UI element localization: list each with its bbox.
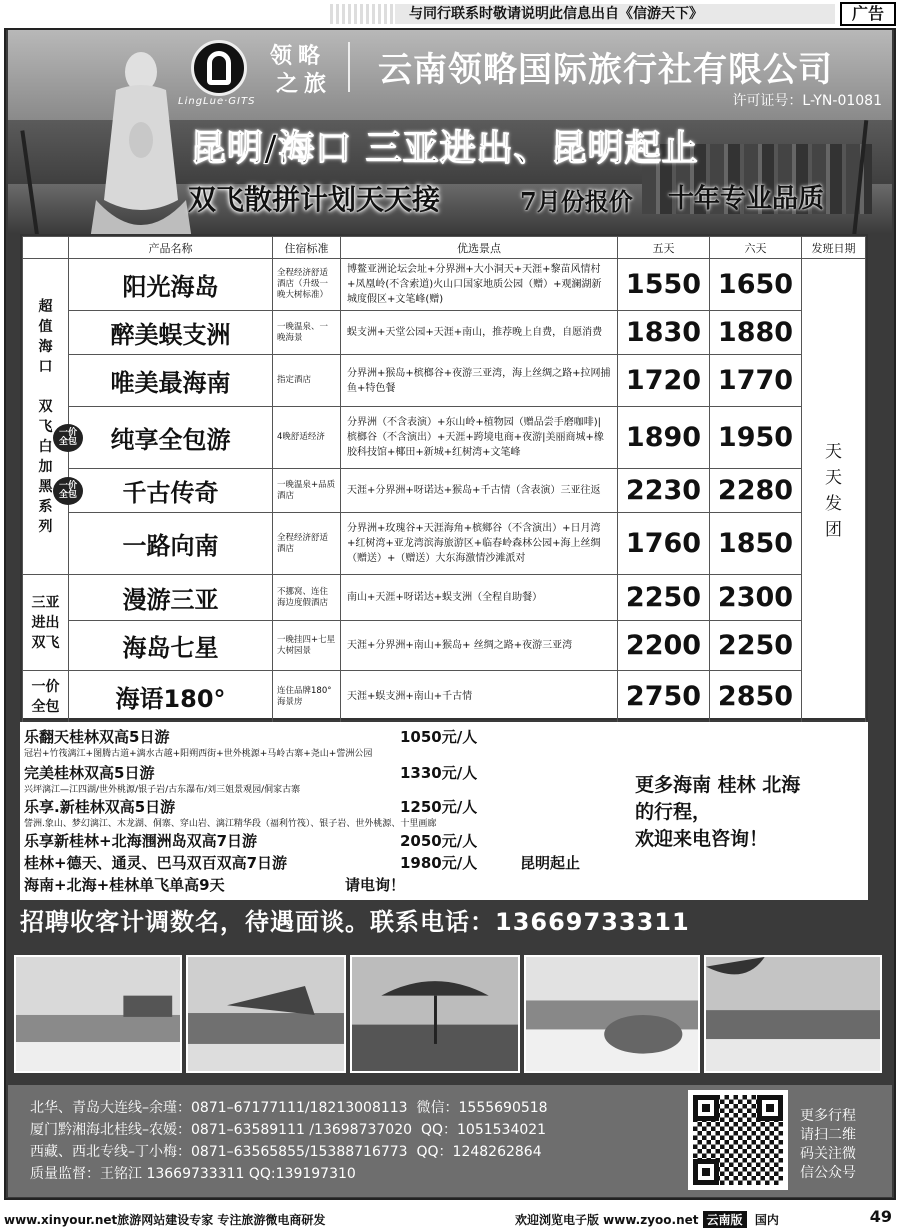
table-row: [23, 355, 866, 407]
tour-extra: 昆明起止: [520, 854, 581, 872]
beach-photo-2: [186, 955, 346, 1073]
contact-line: 北华、青岛大连线–余瑾：0871–67177111/18213008113 微信：1555690518: [30, 1100, 548, 1116]
tour-title: 乐享新桂林+北海涠洲岛双高7日游: [24, 832, 258, 850]
beach-photo-4: [524, 955, 700, 1073]
tour-title: 乐享.新桂林双高5日游: [24, 798, 176, 816]
spots: 南山+天涯+呀诺达+蜈支洲（全程自助餐）: [341, 575, 618, 621]
price-five-day: 2200: [618, 621, 710, 671]
hotel-standard: 全程经济舒适酒店: [273, 513, 341, 575]
header-cat: [23, 237, 69, 259]
hotel-standard: 4晚舒适经济: [273, 407, 341, 469]
tour-price: 2050元/人: [400, 832, 478, 850]
spots: 博鳌亚洲论坛会址+分界洲+大小洞天+天涯+黎苗风情村+凤凰岭(不含索道)火山口国家地质公园（赠）+观澜湖新城度假区+文笔峰(赠): [341, 259, 618, 311]
price-five-day: 2250: [618, 575, 710, 621]
logo-chinese: 领略 之旅: [270, 43, 333, 97]
headline: 昆明/海口 三亚进出、昆明起止: [190, 128, 699, 169]
all-inclusive-badge: 一价 全包: [53, 424, 83, 452]
tour-title: 桂林+德天、通灵、巴马双百双高7日游: [24, 854, 288, 872]
header-hotel: 住宿标准: [273, 237, 341, 259]
departure-schedule: 天 天 发 团: [802, 259, 866, 723]
page-footer: [0, 1205, 900, 1230]
logo-english: LingLue·GITS: [178, 96, 256, 107]
tour-detail: 兴坪漓江—江四湖/世外桃源/银子岩/古东瀑布/刘三姐景观园/侗家古寨: [24, 785, 301, 795]
hotel-standard: 指定酒店: [273, 355, 341, 407]
table-row: [23, 575, 866, 621]
product-name: 海岛七星: [69, 621, 273, 671]
hotel-standard: 一晚挂四+七星大树园景: [273, 621, 341, 671]
tour-title: 海南+北海+桂林单飞单高9天: [24, 876, 225, 894]
table-row: [23, 513, 866, 575]
header-banner: [8, 30, 892, 234]
contact-panel: [8, 1085, 892, 1197]
hotel-standard: 全程经济舒适酒店（升级一晚大树标准）: [273, 259, 341, 311]
price-six-day: 2300: [710, 575, 802, 621]
hotel-standard: 一晚温泉+品质酒店: [273, 469, 341, 513]
hotel-standard: 连住品牌180°海景房: [273, 671, 341, 723]
beach-photo-5: [704, 955, 882, 1073]
guilin-section: [20, 722, 868, 900]
price-six-day: 2850: [710, 671, 802, 723]
contact-line: 西藏、西北专线–丁小梅：0871–63565855/15388716773 QQ：1248262864: [30, 1144, 542, 1160]
category-label-haikou: 超 值 海 口 双 飞 白 加 黑 系 列: [23, 259, 69, 575]
price-six-day: 1950: [710, 407, 802, 469]
header-departure: 发班日期: [802, 237, 866, 259]
tour-price: 1330元/人: [400, 764, 478, 782]
footer-left: www.xinyour.net旅游网站建设专家 专注旅游微电商研发: [4, 1213, 326, 1227]
price-six-day: 1770: [710, 355, 802, 407]
price-five-day: 1830: [618, 311, 710, 355]
slogan: 十年专业品质: [668, 184, 825, 214]
ad-label: 广告: [840, 2, 896, 26]
edition-tag: 云南版: [703, 1211, 747, 1228]
section-label: 国内: [754, 1213, 779, 1227]
footer-right: 欢迎浏览电子版 www.zyoo.net 云南版 国内: [515, 1213, 779, 1227]
header-six-days: 六天: [710, 237, 802, 259]
header-name: 产品名称: [69, 237, 273, 259]
beach-photo-3: [350, 955, 520, 1073]
product-name: 纯享全包游: [110, 426, 231, 454]
table-row: [23, 311, 866, 355]
subheadline: 双飞散拼计划天天接: [188, 183, 441, 216]
table-row: [23, 671, 866, 723]
guanyin-statue-image: [86, 50, 196, 234]
price-six-day: 1850: [710, 513, 802, 575]
tour-price: 请电询！: [345, 876, 406, 894]
price-five-day: 1550: [618, 259, 710, 311]
table-row: [23, 621, 866, 671]
spots: 分界洲+猴岛+槟榔谷+夜游三亚湾，海上丝绸之路+拉网捕鱼+特色餐: [341, 355, 618, 407]
product-name: 醉美蜈支洲: [69, 311, 273, 355]
product-name-cell: [58, 469, 273, 513]
contact-line: 厦门黔湘海北桂线–农媛：0871–63589111 /13698737020 QQ：1051534021: [30, 1122, 547, 1138]
table-row: [23, 469, 866, 513]
quality-supervision: 质量监督：王铭江 13669733311 QQ:139197310: [30, 1166, 356, 1182]
top-notice-bar: [0, 0, 900, 28]
spots: 天涯+分界洲+南山+猴岛+ 丝绸之路+夜游三亚湾: [341, 621, 618, 671]
spots: 蜈支洲+天堂公园+天涯+南山，推荐晚上自费，自愿消费: [341, 311, 618, 355]
month-quote: 7月份报价: [520, 187, 633, 216]
tour-title: 完美桂林双高5日游: [24, 764, 155, 782]
price-five-day: 1890: [618, 407, 710, 469]
logo-divider: [348, 42, 350, 92]
product-name: 海语180°: [69, 671, 273, 723]
hotel-standard: 不挪窝、连住海边度假酒店: [273, 575, 341, 621]
table-header-row: [23, 237, 866, 259]
tour-detail: 訾洲.象山、梦幻漓江、木龙湖、侗寨、穿山岩、漓江精华段（福利竹筏）、银子岩、世外桃源、十里画廊: [24, 819, 437, 829]
tour-title: 乐翻天桂林双高5日游: [24, 728, 170, 746]
product-name-cell: [58, 407, 273, 469]
price-six-day: 2250: [710, 621, 802, 671]
all-inclusive-badge: 一价 全包: [53, 477, 83, 505]
tour-detail: 冠岩+竹筏漓江+图腾古道+漓水古越+阳朔西街+世外桃源+马岭古寨+尧山+訾洲公园: [24, 749, 373, 759]
price-six-day: 2280: [710, 469, 802, 513]
price-table: [20, 234, 868, 720]
price-six-day: 1650: [710, 259, 802, 311]
header-five-days: 五天: [618, 237, 710, 259]
qr-caption: 更多行程 请扫二维 码关注微 信公众号: [800, 1108, 856, 1181]
product-name: 唯美最海南: [69, 355, 273, 407]
product-name: 阳光海岛: [69, 259, 273, 311]
license-number: 许可证号：L-YN-01081: [732, 93, 882, 109]
price-five-day: 1720: [618, 355, 710, 407]
spots: 天涯+分界洲+呀诺达+猴岛+千古情（含表演）三亚往返: [341, 469, 618, 513]
price-five-day: 2750: [618, 671, 710, 723]
source-notice: 与同行联系时敬请说明此信息出自《信游天下》: [395, 4, 835, 24]
table-row: [23, 259, 866, 311]
spots: 分界洲+玫瑰谷+天涯海角+槟鄉谷（不含演出）+日月湾+红树湾+亚龙湾滨海旅游区+临春岭森林公园+海上丝绸（赠送）+（赠送）大东海激情沙滩派对: [341, 513, 618, 575]
price-five-day: 2230: [618, 469, 710, 513]
price-five-day: 1760: [618, 513, 710, 575]
company-name: 云南领略国际旅行社有限公司: [378, 50, 833, 90]
product-name: 漫游三亚: [69, 575, 273, 621]
hotel-standard: 一晚温泉、一晚海景: [273, 311, 341, 355]
price-six-day: 1880: [710, 311, 802, 355]
table-row: [23, 407, 866, 469]
header-spots: 优选景点: [341, 237, 618, 259]
category-label-sanya: 三亚 进出 双飞: [23, 575, 69, 671]
more-routes-notice: 更多海南 桂林 北海 的行程， 欢迎来电咨询！: [635, 774, 801, 850]
recruit-banner: 招聘收客计调数名，待遇面谈。联系电话：13669733311: [20, 908, 690, 936]
category-label-allin: 一价 全包: [23, 671, 69, 723]
tour-price: 1250元/人: [400, 798, 478, 816]
product-name: 千古传奇: [122, 479, 219, 507]
beach-photo-1: [14, 955, 182, 1073]
spots: 分界洲（不含表演）+东山岭+植物园（赠品尝手磨咖啡)|槟榔谷（不含演出）+天涯+跨境电商+夜游|美丽商城+橡胶科技馆+椰田+新城+红树湾+文笔峰: [341, 407, 618, 469]
wechat-qr-code-icon[interactable]: [688, 1090, 788, 1190]
page-number: 49: [869, 1207, 892, 1226]
tour-price: 1980元/人: [400, 854, 478, 872]
spots: 天涯+蜈支洲+南山+千古情: [341, 671, 618, 723]
product-name: 一路向南: [69, 513, 273, 575]
company-logo-icon: [191, 40, 247, 96]
tour-price: 1050元/人: [400, 728, 478, 746]
photo-strip: [8, 945, 892, 1085]
